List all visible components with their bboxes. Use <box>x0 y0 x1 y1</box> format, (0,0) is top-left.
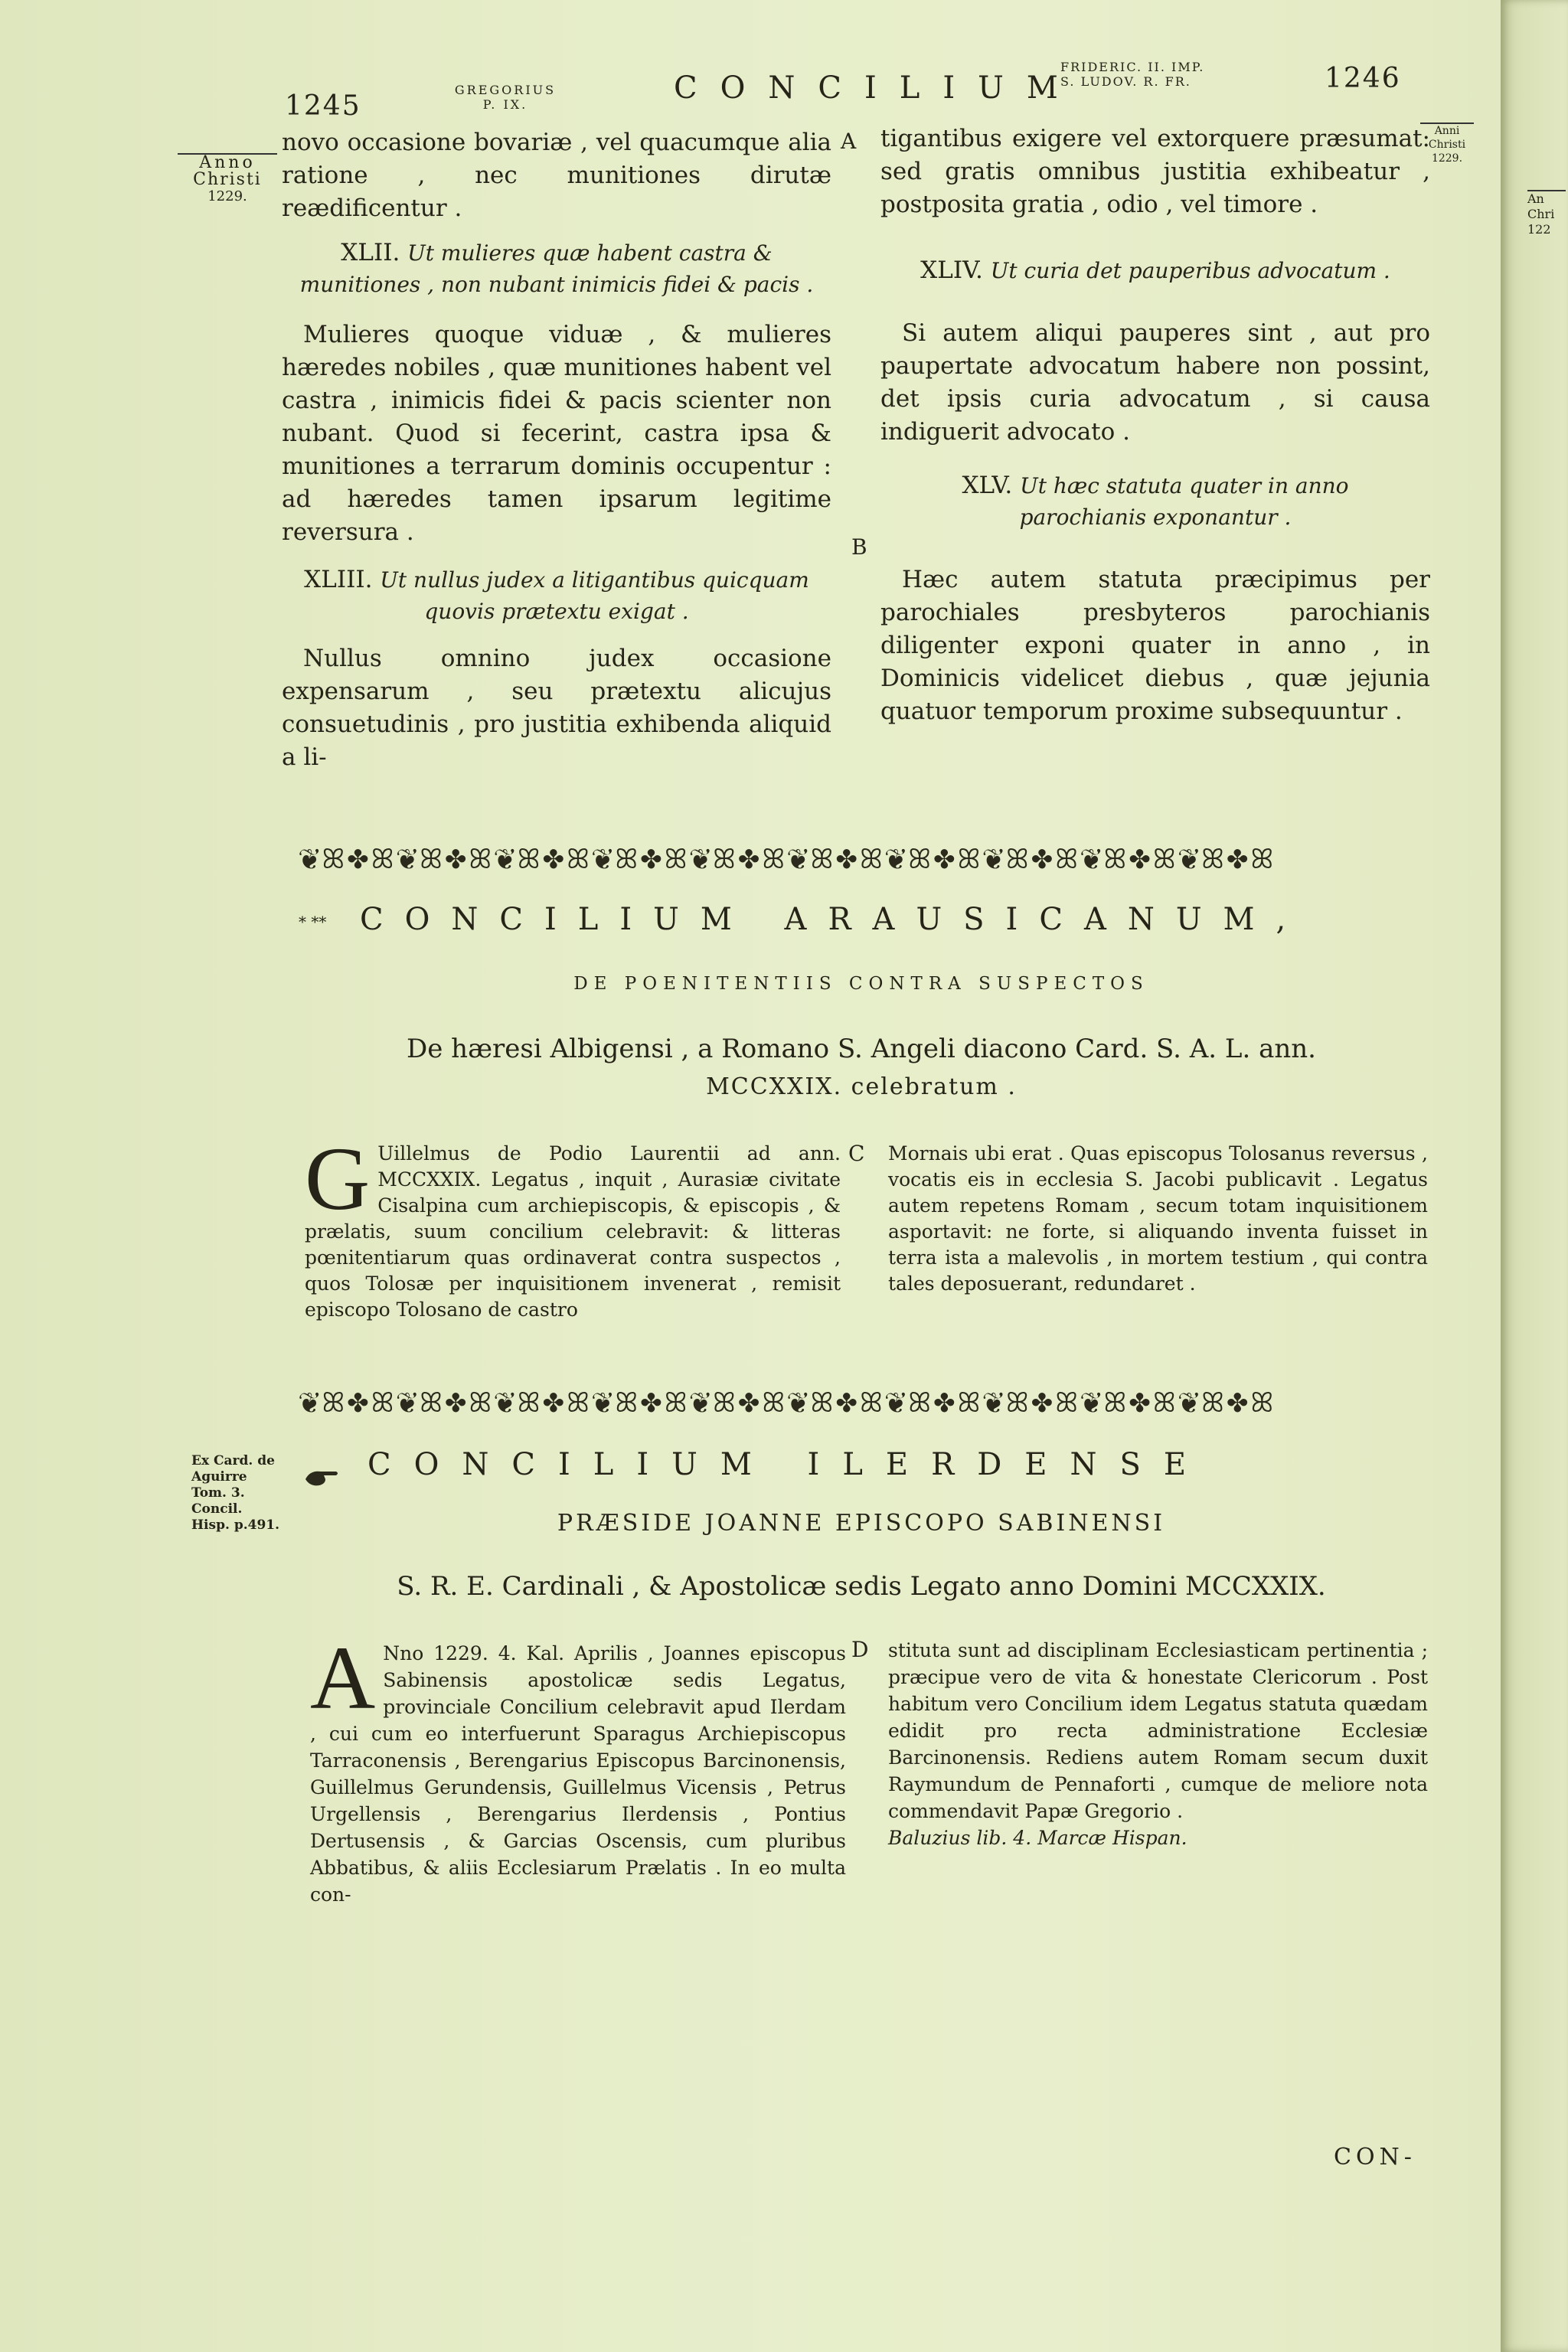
drop-cap-a: A <box>310 1628 376 1728</box>
page-number-left: 1245 <box>285 90 361 122</box>
header-right <box>1060 60 1267 89</box>
heading-xlii-number: XLII. <box>341 239 400 266</box>
source-note-line3: Tom. 3. <box>191 1485 245 1501</box>
ilerdense-subtitle: PRÆSIDE JOANNE EPISCOPO SABINENSI <box>557 1510 1166 1537</box>
heading-xlv-number: XLV. <box>962 472 1013 499</box>
header-title: CONCILIUM <box>674 70 1081 106</box>
heading-xliv-text: Ut curia det pauperibus advocatum . <box>990 258 1390 283</box>
heading-xlii-text: Ut mulieres quæ habent castra & munitiones , non nubant inimicis fidei & pacis . <box>299 240 814 297</box>
header-author <box>429 83 582 112</box>
paragraph-xlii: Mulieres quoque viduæ , & mulieres hæredes nobiles , quæ munitiones habent vel castra , inimicis fidei & pacis scienter non nubant. Quod si fecerint, castra ipsa & munitiones a terrarum dominis occupentur : ad hæredes tamen ipsarum legitime reversura . <box>282 321 831 546</box>
margin-anno-word: Anno <box>178 153 277 172</box>
asterisk-mark: * ** <box>299 913 327 931</box>
next-page-margin <box>1527 190 1566 237</box>
paragraph-xlv: Hæc autem statuta præcipimus per parochiales presbyteros parochianis diligenter exponi quater in anno , in Dominicis videlicet diebus , quæ jejunia quatuor temporum proxime subsequuntur . <box>880 566 1430 725</box>
page-number-right: 1246 <box>1325 63 1401 94</box>
margin-year-right: 1229. <box>1431 152 1463 165</box>
paragraph-right-continuation: tigantibus exigere vel extorquere præsumat: sed gratis omnibus justitia exhibeatur , postposita gratia , odio , vel timore . <box>880 125 1430 218</box>
source-note-line2: Aguirre <box>191 1469 247 1485</box>
ilerdense-line2: S. R. E. Cardinali , & Apostolicæ sedis Legato anno Domini MCCXXIX. <box>397 1571 1326 1602</box>
margin-year: 1229. <box>207 188 247 204</box>
next-page-margin-line3: 122 <box>1527 222 1551 237</box>
next-page-margin-line2: Chri <box>1527 207 1555 221</box>
heading-xliv-number: XLIV. <box>920 256 983 284</box>
ilerdense-left-column <box>310 1628 846 1908</box>
arausicanum-left-text: Uillelmus de Podio Laurentii ad ann. MCCXXIX. Legatus , inquit , Aurasiæ civitate Cisalpina cum archiepiscopis, & episcopis , & prælatis, suum concilium celebravit: & litteras pœnitentiarum quas ordinaverat contra suspectos , quos Tolosæ per inquisitionem invenerat , remisit episcopo Tolosano de castro <box>305 1142 841 1321</box>
ilerdense-right-column <box>888 1637 1428 1851</box>
paragraph-xliii: Nullus omnino judex occasione expensarum , seu prætextu alicujus consuetudinis , pro justitia exhibenda aliquid a li- <box>282 645 831 771</box>
right-column-upper <box>880 122 1430 728</box>
ilerdense-right-text: stituta sunt ad disciplinam Ecclesiasticam pertinentia ; præcipue vero de vita & honestate Clericorum . Post habitum vero Concilium idem Legatus statuta quædam edidit pro recta administratione Ecclesiæ Barcinonensis. Rediens autem Romam secum duxit Raymundum de Pennaforti , cumque de meliore nota commendavit Papæ Gregorio . <box>888 1639 1428 1822</box>
arausicanum-subtitle: DE POENITENTIIS CONTRA SUSPECTOS <box>573 974 1149 994</box>
signature-d: D <box>851 1637 869 1662</box>
margin-anno-left <box>178 153 277 205</box>
margin-source-note <box>191 1453 299 1534</box>
ornament-divider-1: ❦ꕤ✤ꕤ❦ꕤ✤ꕤ❦ꕤ✤ꕤ❦ꕤ✤ꕤ❦ꕤ✤ꕤ❦ꕤ✤ꕤ❦ꕤ✤ꕤ❦ꕤ✤ꕤ❦ꕤ✤ꕤ❦ꕤ✤ꕤ <box>299 844 1276 875</box>
margin-christi-word: Christi <box>193 170 262 189</box>
heading-xliv <box>896 255 1415 286</box>
catchword: CON- <box>1334 2144 1416 2171</box>
next-page-margin-line1: An <box>1527 190 1566 207</box>
source-note-line5: Hisp. p.491. <box>191 1517 280 1533</box>
arausicanum-right-text: Mornais ubi erat . Quas episcopus Tolosanus reversus , vocatis eis in ecclesia S. Jacobi publicavit . Legatus autem repetens Romam , secum totam inquisitionem asportavit: ne forte, si aliquando inventa fuisset in terra ista a malevolis , in mortem testium , qui contra tales deposuerant, redundaret . <box>888 1142 1428 1295</box>
heading-xliii-number: XLIII. <box>304 566 373 593</box>
header-author-title: P. IX. <box>482 97 528 112</box>
signature-c: C <box>848 1141 865 1166</box>
heading-xlv <box>896 470 1415 533</box>
arausicanum-line3: MCCXXIX. celebratum . <box>706 1073 1017 1100</box>
arausicanum-right-column <box>888 1141 1428 1297</box>
source-note-line1: Ex Card. de <box>191 1453 275 1468</box>
ilerdense-source: Baluzius lib. 4. Marcæ Hispan. <box>888 1827 1187 1849</box>
next-page-edge <box>1501 0 1568 2352</box>
drop-cap-g: G <box>305 1129 371 1229</box>
source-note-line4: Concil. <box>191 1501 243 1517</box>
header-right-line1: FRIDERIC. II. IMP. <box>1060 60 1205 74</box>
arausicanum-left-column <box>305 1129 841 1323</box>
pointing-hand-icon <box>302 1456 341 1494</box>
heading-xliii <box>297 564 816 627</box>
arausicanum-title: CONCILIUM ARAUSICANUM, <box>360 902 1308 937</box>
ornament-divider-2: ❦ꕤ✤ꕤ❦ꕤ✤ꕤ❦ꕤ✤ꕤ❦ꕤ✤ꕤ❦ꕤ✤ꕤ❦ꕤ✤ꕤ❦ꕤ✤ꕤ❦ꕤ✤ꕤ❦ꕤ✤ꕤ❦ꕤ✤ꕤ <box>299 1387 1276 1419</box>
ilerdense-left-text: Nno 1229. 4. Kal. Aprilis , Joannes episcopus Sabinensis apostolicæ sedis Legatus, provinciale Concilium celebravit apud Ilerdam , cui cum eo interfuerunt Sparagus Archiepiscopus Tarraconensis , Berengarius Episcopus Barcinonensis, Guillelmus Gerundensis, Guillelmus Vicensis , Petrus Urgellensis , Berengarius Ilerdensis , Pontius Dertusensis , & Garcias Oscensis, cum pluribus Abbatibus, & aliis Ecclesiarum Prælatis . In eo multa con- <box>310 1642 846 1906</box>
header-right-line2: S. LUDOV. R. FR. <box>1060 74 1191 89</box>
heading-xlv-text: Ut hæc statuta quater in anno parochianis exponantur . <box>1019 473 1349 530</box>
signature-a: A <box>841 129 857 154</box>
paragraph-continuation: novo occasione bovariæ , vel quacumque alia ratione , nec munitiones dirutæ reædificentur . <box>282 129 831 222</box>
left-column-upper <box>282 126 831 774</box>
margin-christi-right-word: Christi <box>1428 139 1466 151</box>
ilerdense-title: CONCILIUM ILERDENSE <box>368 1447 1210 1482</box>
paragraph-xliv: Si autem aliqui pauperes sint , aut pro paupertate advocatum habere non possint, det ipsis curia advocatum , si causa indiguerit advocato . <box>880 319 1430 446</box>
heading-xlii <box>297 237 816 300</box>
header-author-name: GREGORIUS <box>454 83 557 97</box>
margin-anno-right-word: Anni <box>1420 122 1474 138</box>
signature-b: B <box>851 534 867 560</box>
arausicanum-line2: De hæresi Albigensi , a Romano S. Angeli diacono Card. S. A. L. ann. <box>406 1034 1316 1064</box>
heading-xliii-text: Ut nullus judex a litigantibus quicquam quovis prætextu exigat . <box>380 567 809 624</box>
